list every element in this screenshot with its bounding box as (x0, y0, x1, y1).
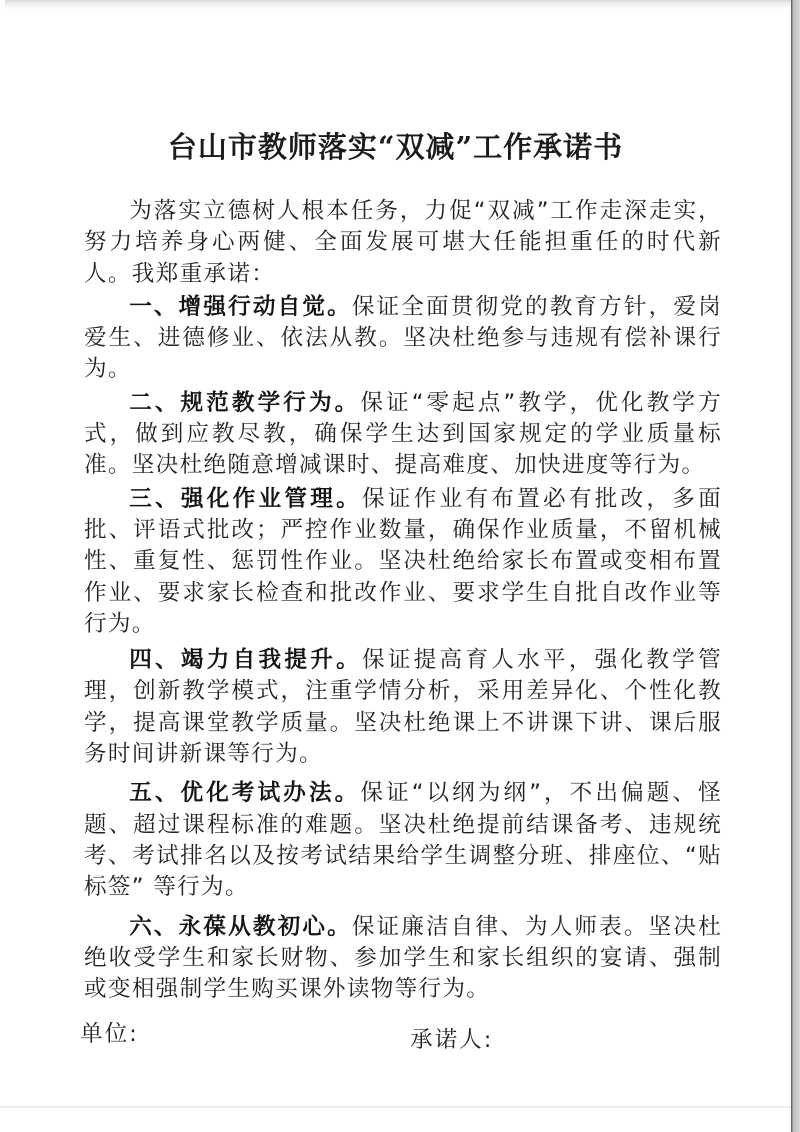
section-5-paragraph (84, 778, 722, 903)
unit-signature-label: 单位: (80, 1021, 139, 1047)
section-6-paragraph (84, 912, 722, 1006)
section-2-heading: 二、规范教学行为。 (129, 389, 361, 416)
section-4-heading: 四、竭力自我提升。 (129, 647, 362, 674)
section-2-text: 保证“零起点”教学，优化教学方式，做到应教尽教，确保学生达到国家规定的学业质量标准。坚决杜绝随意增减课时、提高难度、加快进度等行为。 (84, 389, 722, 479)
section-4-text: 保证提高育人水平，强化教学管理，创新教学模式，注重学情分析，采用差异化、个性化教学，提高课堂教学质量。坚决杜绝课上不讲课下讲、课后服务时间讲新课等行为。 (84, 647, 723, 768)
document-body (84, 196, 722, 1005)
document-title: 台山市教师落实“双减”工作承诺书 (167, 130, 624, 164)
section-3-text: 保证作业有布置必有批改，多面批、评语式批改；严控作业数量，确保作业质量，不留机械性、重复性、惩罚性作业。坚决杜绝给家长布置或变相布置作业、要求家长检查和批改作业、要求学生自批自改作业等行为。 (84, 485, 723, 637)
section-1-heading: 一、增强行动自觉。 (129, 293, 352, 320)
section-3-paragraph (84, 484, 722, 640)
promisor-signature-label: 承诺人: (410, 1027, 494, 1053)
section-5-text: 保证“以纲为纲”，不出偏题、怪题、超过课程标准的难题。坚决杜绝提前结课备考、违规统考、考试排名以及按考试结果给学生调整分班、排座位、“贴标签” 等行为。 (84, 780, 722, 901)
section-6-text: 保证廉洁自律、为人师表。坚决杜绝收受学生和家长财物、参加学生和家长组织的宴请、强制或变相强制学生购买课外读物等行为。 (84, 913, 723, 1003)
section-1-text: 保证全面贯彻党的教育方针，爱岗爱生、进德修业、依法从教。坚决杜绝参与违规有偿补课行为。 (84, 293, 723, 383)
scan-right-edge (791, 0, 800, 1132)
scan-bottom-line (0, 1106, 791, 1108)
section-4-paragraph (84, 645, 722, 770)
scan-top-edge (5, 0, 791, 10)
section-1-paragraph (84, 292, 722, 386)
section-6-heading: 六、永葆从教初心。 (129, 913, 352, 940)
section-2-paragraph (84, 388, 722, 482)
section-3-heading: 三、强化作业管理。 (129, 485, 362, 512)
section-5-heading: 五、优化考试办法。 (129, 780, 361, 807)
intro-paragraph: 为落实立德树人根本任务，力促“双减”工作走深走实，努力培养身心两健、全面发展可堪大任能担重任的时代新人。我郑重承诺： (84, 198, 722, 287)
